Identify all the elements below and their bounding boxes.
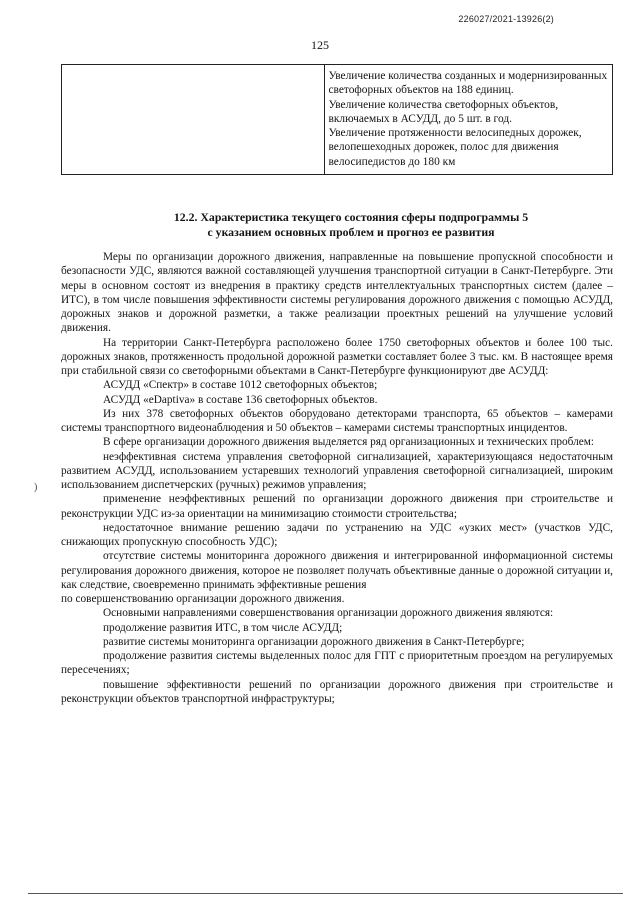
table-cell-paragraph: Увеличение количества светофорных объектов, включаемых в АСУДД, до 5 шт. в год. <box>328 98 559 125</box>
section-title <box>61 210 640 240</box>
section-title-line: с указанием основных проблем и прогноз ее развития <box>207 224 495 239</box>
paragraph: повышение эффективности решений по организации дорожного движения при строительстве и реконструкции объектов транспортной инфраструктуры; <box>61 678 613 705</box>
paragraph: продолжение развития ИТС, в том числе АСУДД; <box>103 621 343 634</box>
page-number: 125 <box>311 38 329 52</box>
continuation-table <box>61 64 613 175</box>
table-cell-paragraph: Увеличение протяженности велосипедных дорожек, велопешеходных дорожек, полос для движения велосипедистов до 180 км <box>328 127 582 168</box>
paragraph: неэффективная система управления светофорной сигнализацией, характеризующаяся недостаточным развитием АСУДД, использованием устаревших технологий управления светофорной сигнализацией, широким использованием диспетчерских (ручных) режимов управления; <box>61 450 613 491</box>
bottom-rule <box>28 893 623 894</box>
paragraph: развитие системы мониторинга организации дорожного движения в Санкт-Петербурге; <box>103 635 525 648</box>
body-text <box>61 250 613 706</box>
table-cell-right <box>325 65 613 175</box>
paragraph: по совершенствованию организации дорожного движения. <box>61 593 345 605</box>
table-row <box>62 65 613 175</box>
paragraph: Из них 378 светофорных объектов оборудовано детекторами транспорта, 65 объектов – камерами системы транспортного видеонаблюдения и 50 объектов – камерами системы транспортных инцидентов. <box>61 407 613 434</box>
paragraph: Основными направлениями совершенствования организации дорожного движения являются: <box>103 607 554 620</box>
paragraph: недостаточное внимание решению задачи по устранению на УДС «узких мест» (участков УДС, снижающих пропускную способность УДС); <box>61 521 613 548</box>
table-cell-left <box>62 65 325 175</box>
paragraph: продолжение развития системы выделенных полос для ГПТ с приоритетным проездом на регулируемых пересечениях; <box>61 650 613 677</box>
section-title-line: 12.2. Характеристика текущего состояния сферы подпрограммы 5 <box>173 210 529 224</box>
paragraph: применение неэффективных решений по организации дорожного движения при строительстве и реконструкции УДС из-за ориентации на минимизацию стоимости строительства; <box>61 493 613 520</box>
table-cell-paragraph: Увеличение количества созданных и модернизированных светофорных объектов на 188 единиц. <box>328 70 608 97</box>
paragraph: отсутствие системы мониторинга дорожного движения и интегрированной информационной системы регулирования дорожного движения, которое не позволяет получать объективные данные о дорожной ситуации и, как следствие, своевременно принимать эффективные решения <box>61 550 613 591</box>
paragraph: На территории Санкт-Петербурга расположено более 1750 светофорных объектов и более 100 тыс. дорожных знаков, протяженность продольной дорожной разметки составляет более 3 тыс. км. В настоящее время при стабильной связи со светофорными объектами в Санкт-Петербурге функционируют две АСУДД: <box>61 336 613 377</box>
paragraph: АСУДД «eDaptiva» в составе 136 светофорных объектов. <box>103 393 378 406</box>
paragraph: Меры по организации дорожного движения, направленные на повышение пропускной способности и безопасности УДС, являются важной составляющей улучшения транспортной ситуации в Санкт-Петербурге. Эти меры в основном состоят из внедрения в практику средств интеллектуальных транспортных систем (далее – ИТС), в том числе повышения эффективности системы регулирования дорожного движения с помощью АСУДД, дорожных знаков и дорожной разметки, а также реализации проектных решений на улучшение условий движения. <box>61 251 613 335</box>
margin-mark: ) <box>34 482 38 493</box>
paragraph: В сфере организации дорожного движения выделяется ряд организационных и технических проблем: <box>103 436 595 449</box>
document-id: 226027/2021-13926(2) <box>458 14 554 24</box>
paragraph: АСУДД «Спектр» в составе 1012 светофорных объектов; <box>103 379 378 392</box>
